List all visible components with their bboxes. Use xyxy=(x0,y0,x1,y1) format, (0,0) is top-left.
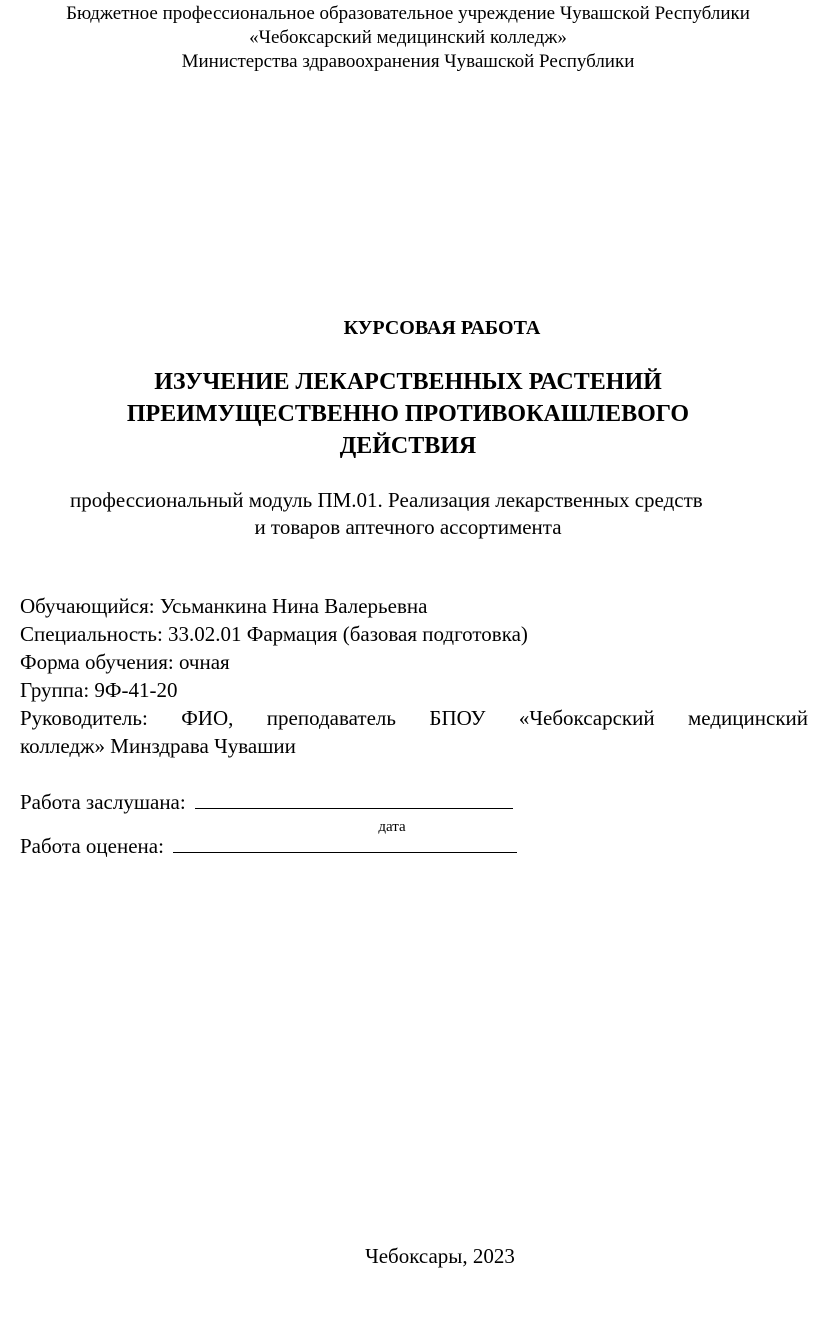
student-name: Обучающийся: Усьманкина Нина Валерьевна xyxy=(20,594,428,618)
college-name-line: «Чебоксарский медицинский колледж» xyxy=(249,27,567,48)
institution-header xyxy=(0,2,816,74)
date-caption: дата xyxy=(378,819,406,835)
graded-row xyxy=(20,832,620,860)
document-title xyxy=(60,366,756,462)
module-line: профессиональный модуль ПМ.01. Реализация лекарственных средств xyxy=(70,488,703,512)
student-info xyxy=(20,592,808,760)
module-line: и товаров аптечного ассортимента xyxy=(254,515,562,539)
title-line: ПРЕИМУЩЕСТВЕННО ПРОТИВОКАШЛЕВОГО xyxy=(126,401,690,427)
study-form: Форма обучения: очная xyxy=(20,650,230,674)
heard-date-line xyxy=(195,788,513,809)
document-type: КУРСОВАЯ РАБОТА xyxy=(343,317,541,339)
heard-row xyxy=(20,788,620,816)
graded-label: Работа оценена: xyxy=(20,834,164,858)
ministry-name-line: Министерства здравоохранения Чувашской Республики xyxy=(181,51,635,72)
heard-label: Работа заслушана: xyxy=(20,790,186,814)
title-line: ДЕЙСТВИЯ xyxy=(339,433,477,459)
title-line: ИЗУЧЕНИЕ ЛЕКАРСТВЕННЫХ РАСТЕНИЙ xyxy=(154,369,662,395)
city-year: Чебоксары, 2023 xyxy=(365,1244,515,1268)
group: Группа: 9Ф-41-20 xyxy=(20,678,178,702)
specialty: Специальность: 33.02.01 Фармация (базовая подготовка) xyxy=(20,622,528,646)
supervisor-line: Руководитель: ФИО, преподаватель БПОУ «Чебоксарский медицинский xyxy=(20,706,808,730)
institution-name-line: Бюджетное профессиональное образовательное учреждение Чувашской Республики xyxy=(66,3,750,24)
supervisor-line: колледж» Минздрава Чувашии xyxy=(20,734,296,758)
grade-line xyxy=(173,832,517,853)
signoff-block xyxy=(20,788,620,860)
